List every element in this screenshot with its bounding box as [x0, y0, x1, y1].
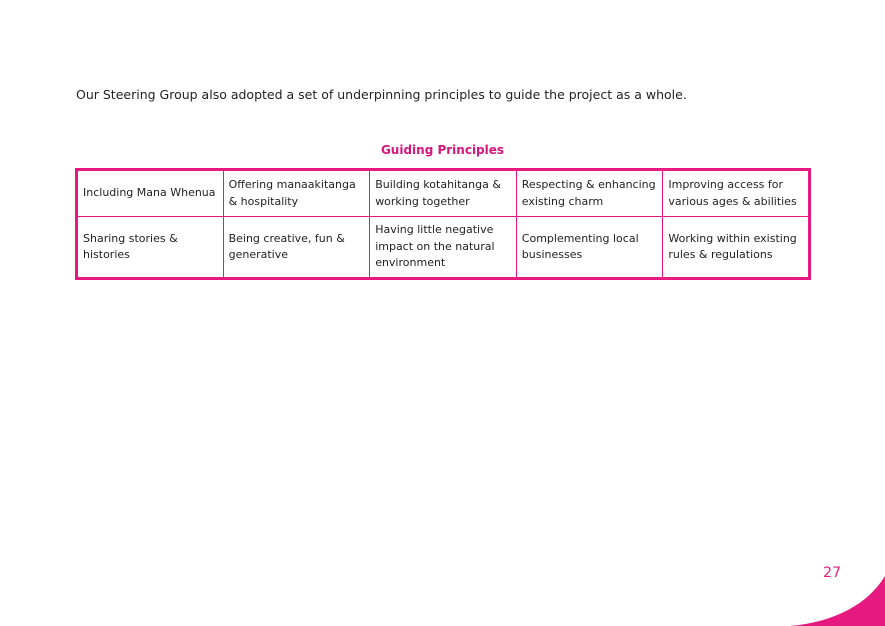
table-cell: Working within existing rules & regulations — [663, 217, 810, 279]
table-row — [77, 217, 810, 279]
intro-paragraph: Our Steering Group also adopted a set of underpinning principles to guide the project as a whole. — [76, 87, 687, 102]
table-row — [77, 170, 810, 217]
table-cell: Offering manaakitanga & hospitality — [223, 170, 370, 217]
corner-decoration — [790, 576, 885, 626]
table-cell: Improving access for various ages & abilities — [663, 170, 810, 217]
table-cell: Including Mana Whenua — [77, 170, 224, 217]
table-cell: Respecting & enhancing existing charm — [516, 170, 663, 217]
table-cell: Complementing local businesses — [516, 217, 663, 279]
table-cell: Being creative, fun & generative — [223, 217, 370, 279]
page-number: 27 — [823, 565, 841, 581]
table-title: Guiding Principles — [380, 143, 505, 157]
table-cell: Building kotahitanga & working together — [370, 170, 517, 217]
guiding-principles-table — [75, 168, 811, 280]
table-cell: Sharing stories & histories — [77, 217, 224, 279]
table-cell: Having little negative impact on the natural environment — [370, 217, 517, 279]
